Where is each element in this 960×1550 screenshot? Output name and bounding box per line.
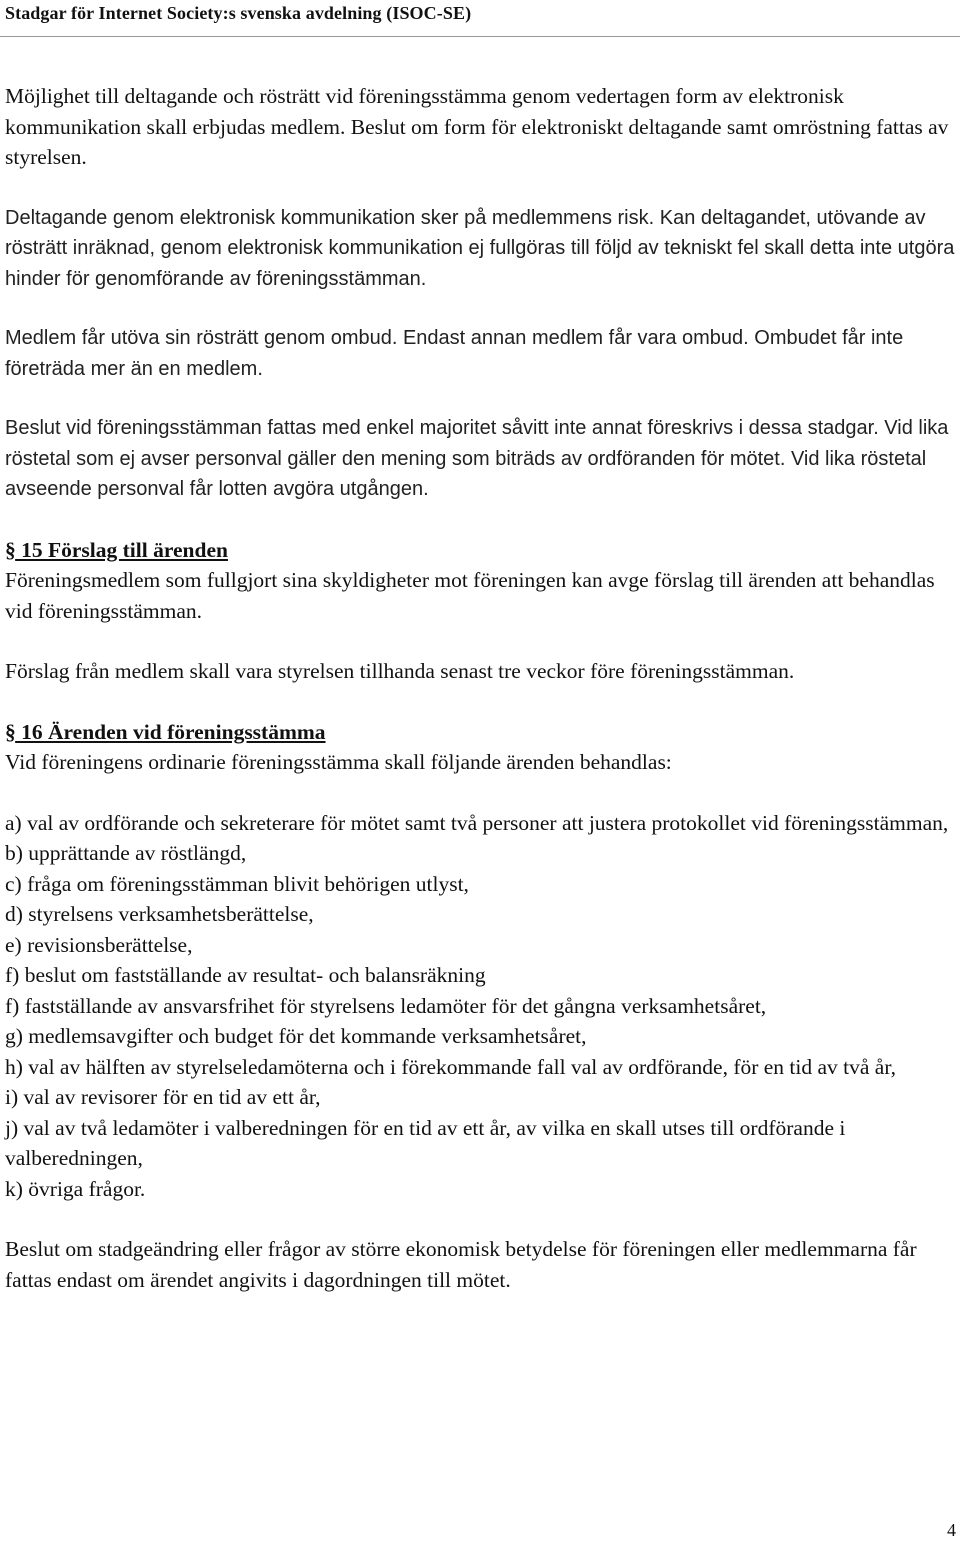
agenda-list [5,808,955,1205]
document-body [5,81,955,1295]
agenda-item: g) medlemsavgifter och budget för det kommande verksamhetsåret, [5,1024,587,1048]
section-15-heading [5,535,955,566]
section-sign: § [5,719,16,744]
agenda-item: h) val av hälften av styrelseledamöterna och i förekommande fall val av ordförande, för en tid av två år, [5,1054,897,1079]
agenda-item: i) val av revisorer för en tid av ett år, [5,1085,321,1109]
agenda-item: f) beslut om fastställande av resultat- och balansräkning [5,963,486,987]
agenda-item: d) styrelsens verksamhetsberättelse, [5,902,314,926]
section-16-closing: Beslut om stadgeändring eller frågor av större ekonomisk betydelse för föreningen eller medlemmarna får fattas endast om ärendet angivits i dagordningen till mötet. [5,1237,917,1292]
agenda-item: j) val av två ledamöter i valberedningen för en tid av ett år, av vilka en skall utses till ordförande i valberedningen, [5,1115,846,1170]
paragraph-participation-risk: Deltagande genom elektronisk kommunikation sker på medlemmens risk. Kan deltagandet, utövande av rösträtt inräknad, genom elektronisk kommunikation ej fullgöras till följd av tekniskt fel skall detta inte utgöra hinder för genomförande av föreningsstämman. [5,206,955,290]
agenda-item: b) upprättande av röstlängd, [5,841,247,865]
agenda-item: f) fastställande av ansvarsfrihet för styrelsens ledamöter för det gångna verksamhetsåret, [5,993,767,1018]
page-header-title: Stadgar för Internet Society:s svenska avdelning (ISOC-SE) [5,3,472,23]
section-16-title: 16 Ärenden vid föreningsstämma [15,719,326,744]
section-16-intro: Vid föreningens ordinarie föreningsstämma skall följande ärenden behandlas: [5,750,672,774]
section-sign: § [5,537,16,562]
section-16-heading [5,717,955,748]
agenda-item: c) fråga om föreningsstämman blivit behörigen utlyst, [5,871,469,896]
agenda-item: a) val av ordförande och sekreterare för mötet samt två personer att justera protokollet vid föreningsstämman, [5,810,949,835]
agenda-item: k) övriga frågor. [5,1176,146,1201]
section-15-title: 15 Förslag till ärenden [15,537,228,562]
section-15-paragraph-1: Föreningsmedlem som fullgjort sina skyldigheter mot föreningen kan avge förslag till ärenden att behandlas vid föreningsstämman. [5,568,935,623]
page-number: 4 [947,1520,956,1540]
paragraph-proxy-voting: Medlem får utöva sin rösträtt genom ombud. Endast annan medlem får vara ombud. Ombudet får inte företräda mer än en medlem. [5,327,904,380]
header-divider [0,36,960,37]
paragraph-electronic-participation: Möjlighet till deltagande och rösträtt vid föreningsstämma genom vedertagen form av elektronisk kommunikation skall erbjudas medlem. Beslut om form för elektroniskt deltagande samt omröstning fattas av styrelsen. [5,84,949,169]
paragraph-majority-decision: Beslut vid föreningsstämman fattas med enkel majoritet såvitt inte annat föreskrivs i dessa stadgar. Vid lika röstetal som ej avser personval gäller den mening som biträds av ordföranden för mötet. Vid lika röstetal avseende personval får lotten avgöra utgången. [5,417,949,500]
section-15-paragraph-2: Förslag från medlem skall vara styrelsen tillhanda senast tre veckor före föreningsstämman. [5,659,795,683]
agenda-item: e) revisionsberättelse, [5,932,193,957]
